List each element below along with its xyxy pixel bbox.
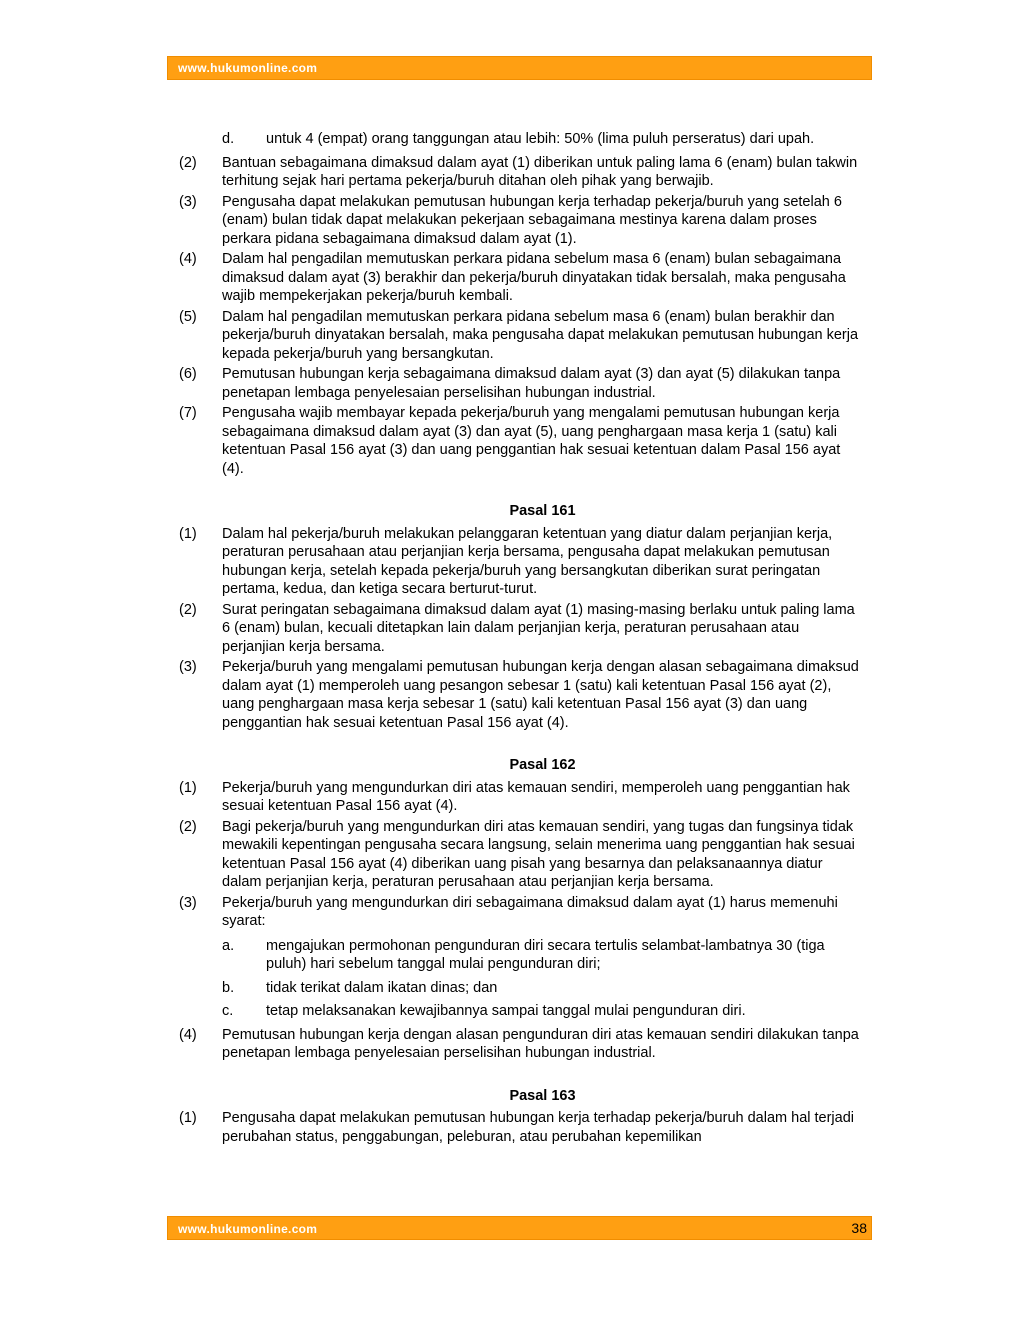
- item-text: Pemutusan hubungan kerja dengan alasan pengunduran diri atas kemauan sendiri dilakukan tanpa penetapan lembaga penyelesaian perselisihan hubungan industrial.: [222, 1026, 859, 1061]
- paragraph-item: [179, 894, 863, 931]
- sub-label: b.: [222, 979, 235, 996]
- item-number: (2): [179, 601, 197, 618]
- sub-text: mengajukan permohonan pengunduran diri secara tertulis selambat-lambatnya 30 (tiga puluh) hari sebelum tanggal mulai pengunduran diri;: [266, 937, 825, 972]
- item-number: (4): [179, 1026, 197, 1043]
- sub-text: tidak terikat dalam ikatan dinas; dan: [266, 979, 498, 996]
- sub-label: c.: [222, 1003, 234, 1019]
- header-bar: [167, 56, 872, 80]
- item-number: (2): [179, 818, 197, 835]
- item-number: (3): [179, 894, 197, 911]
- item-number: (5): [179, 308, 197, 325]
- item-number: (3): [179, 193, 197, 210]
- item-text: Bantuan sebagaimana dimaksud dalam ayat (1) diberikan untuk paling lama 6 (enam) bulan takwin terhitung sejak hari pertama pekerja/buruh ditahan oleh pihak yang berwajib.: [222, 154, 858, 189]
- item-text: Pengusaha dapat melakukan pemutusan hubungan kerja terhadap pekerja/buruh yang setelah 6 (enam) bulan tidak dapat melakukan pekerjaan sebagaimana mestinya karena dalam proses perkara pidana sebagaimana dimaksud dalam ayat (1).: [222, 193, 842, 247]
- list-item-sub: [179, 130, 863, 149]
- footer-site-link[interactable]: www.hukumonline.com: [178, 1222, 318, 1236]
- item-number: (2): [179, 154, 197, 171]
- sub-text: tetap melaksanakan kewajibannya sampai tanggal mulai pengunduran diri.: [266, 1003, 746, 1019]
- document-body: [179, 130, 863, 1148]
- item-text: Pekerja/buruh yang mengundurkan diri atas kemauan sendiri, memperoleh uang penggantian hak sesuai ketentuan Pasal 156 ayat (4).: [222, 779, 850, 814]
- item-number: (4): [179, 251, 197, 267]
- paragraph-item: [179, 1026, 863, 1063]
- item-number: (6): [179, 366, 197, 382]
- paragraph-item: [179, 404, 863, 478]
- header-site-link[interactable]: www.hukumonline.com: [178, 61, 318, 75]
- list-item-sub: [179, 1002, 863, 1021]
- sub-text: untuk 4 (empat) orang tanggungan atau lebih: 50% (lima puluh perseratus) dari upah.: [266, 131, 815, 147]
- item-text: Bagi pekerja/buruh yang mengundurkan diri atas kemauan sendiri, yang tugas dan fungsinya tidak mewakili kepentingan pengusaha secara langsung, selain menerima uang penggantian hak sesuai ketentuan Pasal 156 ayat (4) diberikan uang pisah yang besarnya dan pelaksanaannya diatur dalam perjanjian kerja, peraturan perusahaan atau perjanjian kerja bersama.: [222, 818, 855, 890]
- item-text: Surat peringatan sebagaimana dimaksud dalam ayat (1) masing-masing berlaku untuk paling lama 6 (enam) bulan, kecuali ditetapkan lain dalam perjanjian kerja, peraturan perusahaan atau perjanjian kerja bersama.: [222, 601, 855, 655]
- list-item-sub: [179, 979, 863, 998]
- item-number: (1): [179, 525, 197, 542]
- paragraph-item: [179, 193, 863, 249]
- item-number: (1): [179, 1110, 197, 1126]
- paragraph-item: [179, 250, 863, 306]
- section-heading-pasal-161: Pasal 161: [509, 503, 576, 519]
- section-heading-pasal-162: Pasal 162: [509, 757, 576, 773]
- paragraph-item: [179, 601, 863, 657]
- paragraph-item: [179, 308, 863, 364]
- section-heading-pasal-163: Pasal 163: [509, 1087, 576, 1104]
- item-text: Pemutusan hubungan kerja sebagaimana dimaksud dalam ayat (3) dan ayat (5) dilakukan tanpa penetapan lembaga penyelesaian perselisihan hubungan industrial.: [222, 366, 841, 401]
- paragraph-item: [179, 365, 863, 402]
- item-text: Dalam hal pengadilan memutuskan perkara pidana sebelum masa 6 (enam) bulan berakhir dan pekerja/buruh dinyatakan bersalah, maka pengusaha dapat melakukan pemutusan hubungan kerja kepada pekerja/buruh yang bersangkutan.: [222, 308, 859, 362]
- item-text: Dalam hal pengadilan memutuskan perkara pidana sebelum masa 6 (enam) bulan sebagaimana dimaksud dalam ayat (3) berakhir dan pekerja/buruh dinyatakan tidak bersalah, maka pengusaha wajib mempekerjakan pekerja/buruh kembali.: [222, 251, 846, 304]
- list-item-sub: [179, 937, 863, 974]
- item-text: Pengusaha dapat melakukan pemutusan hubungan kerja terhadap pekerja/buruh dalam hal terjadi perubahan status, penggabungan, peleburan, atau perubahan kepemilikan: [222, 1110, 854, 1145]
- paragraph-item: [179, 525, 863, 599]
- paragraph-item: [179, 658, 863, 732]
- paragraph-item: [179, 818, 863, 892]
- footer-bar: [167, 1216, 872, 1240]
- item-number: (7): [179, 405, 197, 421]
- item-number: (3): [179, 659, 197, 675]
- sub-label: d.: [222, 131, 235, 147]
- item-number: (1): [179, 779, 197, 796]
- paragraph-item: [179, 154, 863, 191]
- paragraph-item: [179, 1109, 863, 1146]
- page-number: 38: [851, 1220, 867, 1236]
- item-text: Pekerja/buruh yang mengalami pemutusan hubungan kerja dengan alasan sebagaimana dimaksud dalam ayat (1) memperoleh uang pesangon sebesar 1 (satu) kali ketentuan Pasal 156 ayat (2), uang penghargaan masa kerja sebesar 1 (satu) kali ketentuan Pasal 156 ayat (3) dan uang penggantian hak sesuai ketentuan Pasal 156 ayat (4).: [222, 659, 859, 731]
- item-text: Pengusaha wajib membayar kepada pekerja/buruh yang mengalami pemutusan hubungan kerja sebagaimana dimaksud dalam ayat (3) dan ayat (5), uang penghargaan masa kerja 1 (satu) kali ketentuan Pasal 156 ayat (3) dan uang penggantian hak sesuai ketentuan dalam Pasal 156 ayat (4).: [222, 405, 841, 477]
- sub-label: a.: [222, 937, 235, 954]
- item-text: Pekerja/buruh yang mengundurkan diri sebagaimana dimaksud dalam ayat (1) harus memenuhi syarat:: [222, 894, 838, 929]
- paragraph-item: [179, 779, 863, 816]
- item-text: Dalam hal pekerja/buruh melakukan pelanggaran ketentuan yang diatur dalam perjanjian kerja, peraturan perusahaan atau perjanjian kerja bersama, pengusaha dapat melakukan pemutusan hubungan kerja, setelah kepada pekerja/buruh yang bersangkutan diberikan surat peringatan pertama, kedua, dan ketiga secara berturut-turut.: [222, 525, 833, 597]
